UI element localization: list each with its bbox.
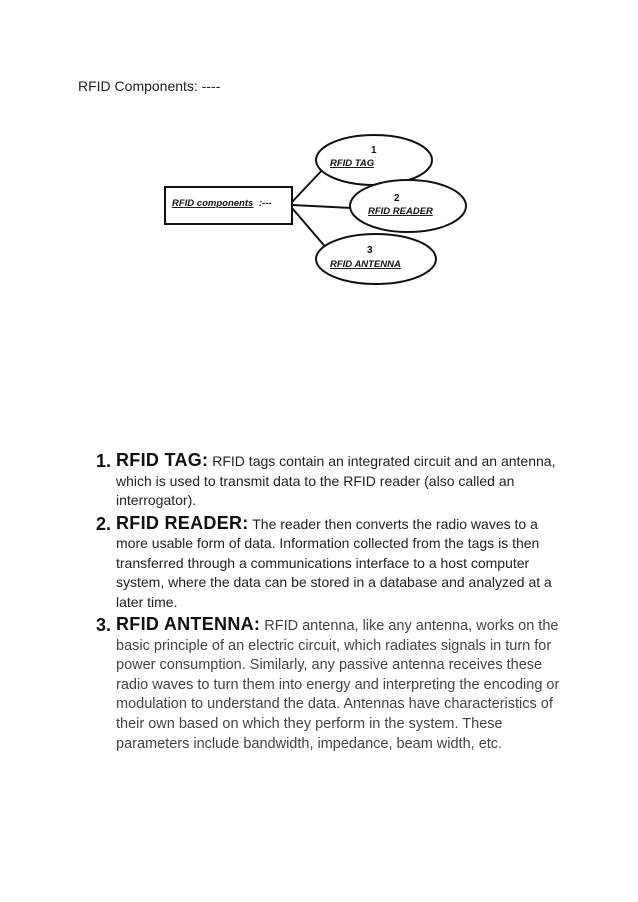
node-antenna-number: 3 — [367, 245, 373, 256]
components-list — [96, 451, 566, 754]
center-label: RFID components — [172, 198, 254, 209]
node-reader-number: 2 — [394, 193, 400, 204]
connector-reader — [292, 205, 352, 208]
item-number: 1. — [96, 451, 112, 471]
list-item-antenna — [96, 615, 566, 754]
connector-antenna — [292, 208, 328, 250]
rfid-components-diagram — [0, 0, 638, 300]
item-text: RFID tags contain an integrated circuit and an antenna, which is used to transmit data to the RFID reader (also called an interrogator). — [116, 453, 556, 508]
item-text: RFID antenna, like any antenna, works on the basic principle of an electric circuit, which radiates signals in turn for power consumption. Similarly, any passive antenna receives these radio waves to turn them into energy and interpreting the encoding or modulation to understand the data. Antennas have characteristics of their own based on which they perform in the system. These parameters include bandwidth, impedance, beam width, etc. — [116, 618, 560, 752]
list-item-tag — [96, 451, 566, 511]
node-tag-number: 1 — [371, 145, 377, 156]
node-antenna-label: RFID ANTENNA — [330, 259, 401, 270]
item-title: RFID TAG: — [116, 450, 209, 470]
item-number: 2. — [96, 513, 112, 534]
item-title: RFID ANTENNA: — [116, 614, 261, 634]
item-title: RFID READER: — [116, 512, 249, 533]
node-tag-label: RFID TAG — [330, 158, 375, 169]
list-item-reader — [96, 514, 566, 613]
node-reader-label: RFID READER — [368, 206, 433, 217]
page-heading: RFID Components: ---- — [78, 78, 221, 94]
item-text: The reader then converts the radio waves to a more usable form of data. Information collected from the tags is then transferred through a communications interface to a host computer system, where the data can be stored in a database and analyzed at a later time. — [116, 515, 552, 610]
center-suffix: :--- — [259, 198, 272, 209]
item-number: 3. — [96, 615, 112, 635]
